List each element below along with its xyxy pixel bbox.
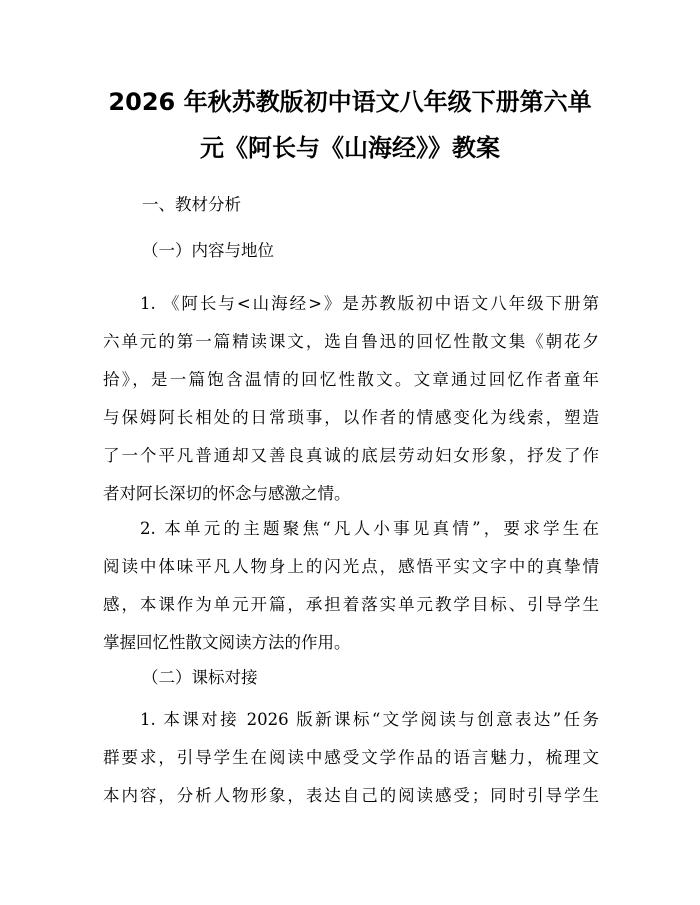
subsection-heading-curriculum-alignment: （二）课标对接 [142, 668, 258, 687]
paragraph-line: 2. 本单元的主题聚焦“凡人小事见真情”，要求学生在 [140, 519, 599, 538]
paragraph-line: 了一个平凡普通却又善良真诚的底层劳动妇女形象，抒发了作 [103, 446, 599, 465]
paragraph-line: 本内容，分析人物形象，表达自己的阅读感受；同时引导学生 [103, 786, 599, 805]
paragraph-line: 感，本课作为单元开篇，承担着落实单元教学目标、引导学生 [103, 595, 599, 614]
document-title-line-1: 2026 年秋苏教版初中语文八年级下册第六单 [108, 88, 592, 116]
paragraph-line: 拾》，是一篇饱含温情的回忆性散文。文章通过回忆作者童年 [103, 370, 599, 389]
paragraph-line: 掌握回忆性散文阅读方法的作用。 [103, 633, 351, 652]
paragraph-content-position-1 [103, 285, 599, 513]
paragraph-line: 与保姆阿长相处的日常琐事，以作者的情感变化为线索，塑造 [103, 408, 599, 427]
paragraph-line: 六单元的第一篇精读课文，选自鲁迅的回忆性散文集《朝花夕 [103, 332, 599, 351]
paragraph-content-position-2 [103, 510, 599, 662]
paragraph-line: 1. 本课对接 2026 版新课标“文学阅读与创意表达”任务 [140, 710, 599, 729]
paragraph-line: 1. 《阿长与<山海经>》是苏教版初中语文八年级下册第 [140, 294, 599, 313]
subsection-heading-content-position: （一）内容与地位 [142, 241, 274, 260]
paragraph-line: 群要求，引导学生在阅读中感受文学作品的语言魅力，梳理文 [103, 748, 599, 767]
paragraph-line: 者对阿长深切的怀念与感激之情。 [103, 484, 351, 503]
paragraph-line: 阅读中体味平凡人物身上的闪光点，感悟平实文字中的真挚情 [103, 557, 599, 576]
paragraph-curriculum-alignment-1 [103, 701, 599, 815]
document-title-line-2: 元《阿长与《山海经》》教案 [200, 134, 500, 162]
section-heading-textbook-analysis: 一、教材分析 [142, 195, 241, 214]
